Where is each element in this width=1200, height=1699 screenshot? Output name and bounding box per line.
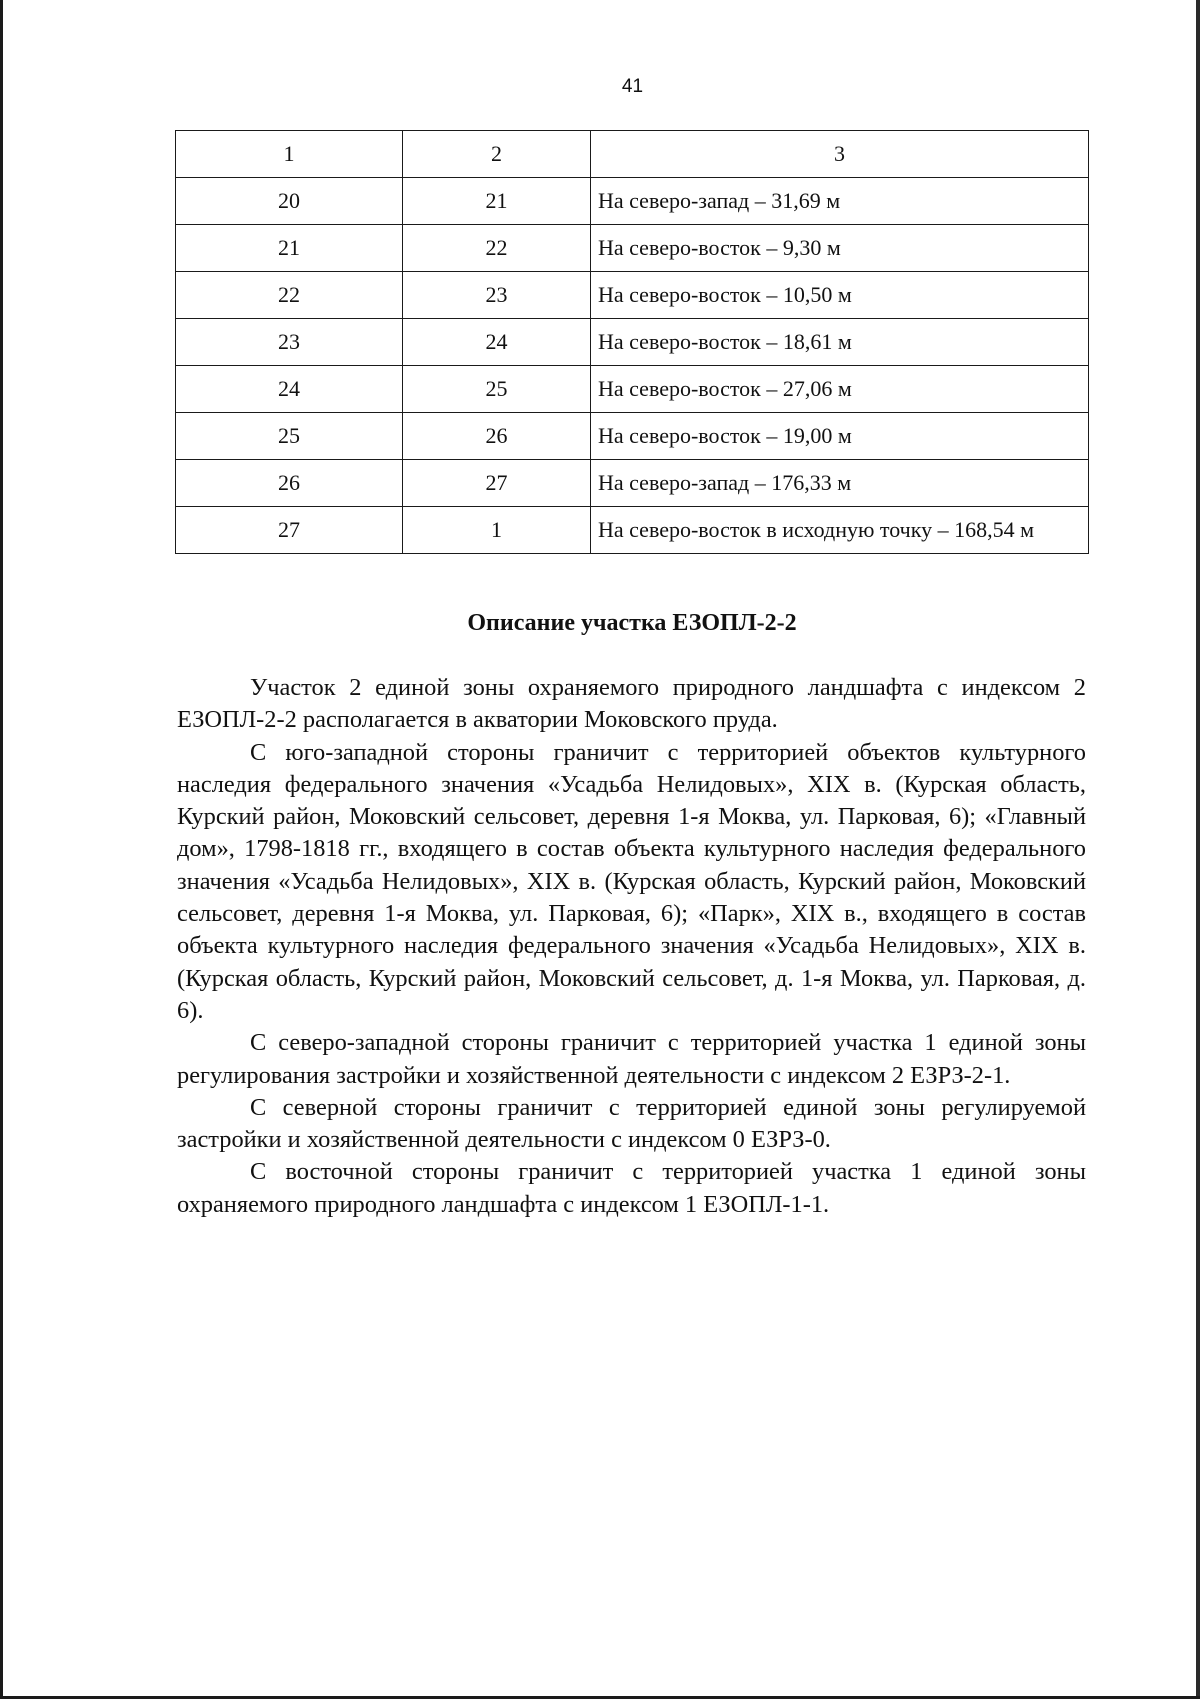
table-row — [176, 319, 1089, 366]
section-title: Описание участка ЕЗОПЛ-2-2 — [467, 610, 797, 636]
column-header: 3 — [591, 131, 1089, 178]
cell-description: На северо-восток – 9,30 м — [591, 225, 1089, 272]
table-row — [176, 460, 1089, 507]
cell-from-point: 27 — [176, 507, 403, 554]
table-row — [176, 225, 1089, 272]
table-header-row — [176, 131, 1089, 178]
cell-description: На северо-восток – 10,50 м — [591, 272, 1089, 319]
cell-from-point: 21 — [176, 225, 403, 272]
scan-edge-right — [1196, 0, 1200, 1699]
cell-from-point: 24 — [176, 366, 403, 413]
table-row — [176, 507, 1089, 554]
cell-description: На северо-восток – 19,00 м — [591, 413, 1089, 460]
cell-to-point: 27 — [403, 460, 591, 507]
cell-from-point: 20 — [176, 178, 403, 225]
section-body — [177, 672, 1086, 1221]
table-row — [176, 413, 1089, 460]
cell-to-point: 23 — [403, 272, 591, 319]
cell-to-point: 24 — [403, 319, 591, 366]
cell-from-point: 26 — [176, 460, 403, 507]
cell-to-point: 1 — [403, 507, 591, 554]
cell-description: На северо-запад – 176,33 м — [591, 460, 1089, 507]
cell-from-point: 23 — [176, 319, 403, 366]
cell-description: На северо-восток – 18,61 м — [591, 319, 1089, 366]
cell-description: На северо-восток – 27,06 м — [591, 366, 1089, 413]
table-row — [176, 178, 1089, 225]
cell-to-point: 26 — [403, 413, 591, 460]
table-row — [176, 272, 1089, 319]
paragraph: Участок 2 единой зоны охраняемого природного ландшафта с индексом 2 ЕЗОПЛ-2-2 располагается в акватории Моковского пруда. — [177, 674, 1086, 734]
paragraph: С северной стороны граничит с территорией единой зоны регулируемой застройки и хозяйственной деятельности с индексом 0 ЕЗРЗ-0. — [177, 1093, 1086, 1154]
column-header: 1 — [176, 131, 403, 178]
page-number: 41 — [621, 76, 644, 97]
paragraph: С юго-западной стороны граничит с территорией объектов культурного наследия федерального значения «Усадьба Нелидовых», XIX в. (Курская область, Курский район, Моковский сельсовет, деревня 1-я Моква, ул. Парковая, 6); «Главный дом», 1798-1818 гг., входящего в состав объекта культурного наследия федерального значения «Усадьба Нелидовых», XIX в. (Курская область, Курский район, Моковский сельсовет, деревня 1-я Моква, ул. Парковая, 6); «Парк», XIX в., входящего в состав объекта культурного наследия федерального значения «Усадьба Нелидовых», XIX в. (Курская область, Курский район, Моковский сельсовет, д. 1-я Моква, ул. Парковая, д. 6). — [177, 738, 1086, 1024]
scan-edge-left — [0, 0, 3, 1699]
paragraph: С восточной стороны граничит с территорией участка 1 единой зоны охраняемого природного ландшафта с индексом 1 ЕЗОПЛ-1-1. — [177, 1158, 1086, 1218]
table-row — [176, 366, 1089, 413]
cell-from-point: 22 — [176, 272, 403, 319]
cell-to-point: 25 — [403, 366, 591, 413]
boundary-table — [175, 130, 1089, 554]
cell-description: На северо-запад – 31,69 м — [591, 178, 1089, 225]
cell-description: На северо-восток в исходную точку – 168,54 м — [591, 507, 1089, 554]
column-header: 2 — [403, 131, 591, 178]
cell-to-point: 21 — [403, 178, 591, 225]
cell-to-point: 22 — [403, 225, 591, 272]
cell-from-point: 25 — [176, 413, 403, 460]
paragraph: С северо-западной стороны граничит с территорией участка 1 единой зоны регулирования застройки и хозяйственной деятельности с индексом 2 ЕЗРЗ-2-1. — [177, 1029, 1086, 1089]
